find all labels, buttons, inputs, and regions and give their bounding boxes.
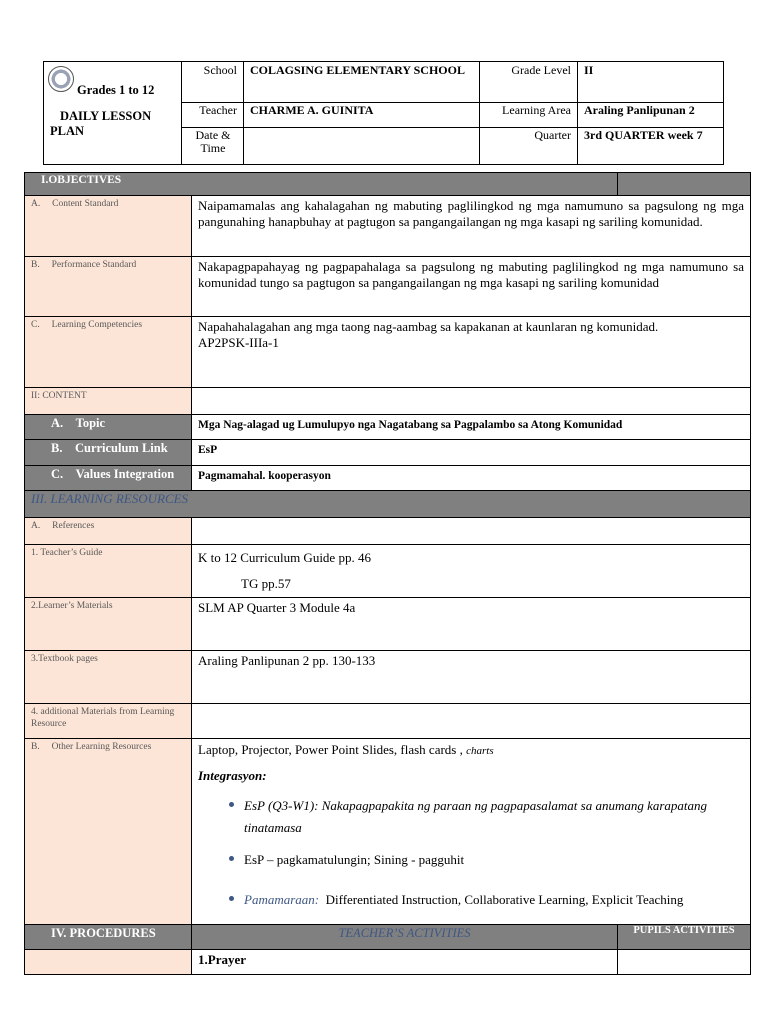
references-label: A. References [25,518,192,545]
grade-level-value: II [584,63,594,77]
teachers-guide-label: 1. Teacher’s Guide [25,545,192,598]
quarter-label: Quarter [534,128,571,142]
teachers-guide-tg: TG pp.57 [241,576,291,591]
values-integration-text: Pagmamahal. kooperasyon [192,466,751,491]
textbook-pages-label: 3.Textbook pages [25,651,192,704]
teachers-guide-row [25,545,751,598]
curriculum-link-text: EsP [192,440,751,466]
teachers-guide-text: K to 12 Curriculum Guide pp. 46 [198,550,371,565]
curriculum-link-label: B. Curriculum Link [25,440,192,466]
teacher-value: CHARME A. GUINITA [250,103,374,117]
learning-resources-heading-row [25,491,751,518]
prayer-row [25,950,751,975]
additional-materials-row [25,704,751,739]
list-item: EsP (Q3-W1): Nakapagpapakita ng paraan ng pagpapasalamat sa anumang karapatang tinatamasa [198,795,744,839]
content-standard-label: A. Content Standard [25,196,192,257]
other-resources-row [25,739,751,925]
textbook-pages-text: Araling Panlipunan 2 pp. 130-133 [192,651,751,704]
objectives-heading: I.OBJECTIVES [25,173,618,196]
learning-resources-heading: III. LEARNING RESOURCES [25,491,751,518]
school-label: School [203,63,237,77]
learning-competencies-row [25,317,751,388]
topic-row [25,415,751,440]
values-integration-label: C. Values Integration [25,466,192,491]
integration-list [198,795,744,911]
learning-area-label: Learning Area [502,103,571,117]
references-row [25,518,751,545]
content-heading-row [25,388,751,415]
quarter-value: 3rd QUARTER week 7 [584,128,703,142]
teachers-activities-heading: TEACHER’S ACTIVITIES [192,925,618,950]
pupils-activities-heading: PUPILS ACTIVITIES [618,925,751,950]
learners-materials-label: 2.Learner’s Materials [25,598,192,651]
lesson-plan-header [43,61,724,165]
school-value: COLAGSING ELEMENTARY SCHOOL [250,63,465,77]
performance-standard-row [25,257,751,317]
other-resources-text: Laptop, Projector, Power Point Slides, flash cards , [198,742,463,757]
learning-competencies-text: Napahahalagahan ang mga taong nag-aambag sa kapakanan at kaunlaran ng komunidad. [198,319,659,334]
pamamaraan-text: Differentiated Instruction, Collaborative Learning, Explicit Teaching [325,892,684,907]
curriculum-link-row [25,440,751,466]
objectives-heading-row [25,173,751,196]
deped-seal-icon [48,66,74,92]
list-item: EsP – pagkamatulungin; Sining - pagguhit [198,849,744,871]
performance-standard-label: B. Performance Standard [25,257,192,317]
teacher-label: Teacher [199,103,237,117]
procedures-heading: IV. PROCEDURES [25,925,192,950]
additional-materials-label: 4. additional Materials from Learning Resource [25,704,192,739]
topic-text: Mga Nag-alagad ug Lumulupyo nga Nagatabang sa Pagpalambo sa Atong Komunidad [192,415,751,440]
lesson-plan-table [24,172,751,975]
performance-standard-text: Nakapagpapahayag ng pagpapahalaga sa pagsulong ng mabuting paglilingkod ng mga namumuno sa komunidad tungo sa pagtugon sa pangangailangan ng mga kasapi ng sariling komunidad [192,257,751,317]
textbook-pages-row [25,651,751,704]
content-standard-text: Naipamamalas ang kahalagahan ng mabuting paglilingkod ng mga namumuno sa pagsulong ng mga pangunahing hanapbuhay at pagtugon sa pangangailangan ng mga kasapi ng sariling komunidad. [192,196,751,257]
content-standard-row [25,196,751,257]
date-time-label: Date & Time [195,128,231,155]
topic-label: A. Topic [25,415,192,440]
learning-area-value: Araling Panlipunan 2 [584,103,695,117]
pamamaraan-label: Pamamaraan: [244,892,320,907]
other-resources-label: B. Other Learning Resources [25,739,192,925]
procedures-heading-row [25,925,751,950]
other-resources-charts: charts [466,745,494,757]
prayer-text: 1.Prayer [192,950,618,975]
plan-title: DAILY LESSON PLAN [50,109,152,138]
grades-label: Grades 1 to 12 [77,83,155,97]
list-item [198,889,744,911]
learners-materials-text: SLM AP Quarter 3 Module 4a [192,598,751,651]
grade-level-label: Grade Level [511,63,571,77]
learners-materials-row [25,598,751,651]
integrasyon-label: Integrasyon: [198,768,267,783]
values-integration-row [25,466,751,491]
learning-competencies-code: AP2PSK-IIIa-1 [198,335,279,350]
learning-competencies-label: C. Learning Competencies [25,317,192,388]
content-heading: II: CONTENT [25,388,192,415]
